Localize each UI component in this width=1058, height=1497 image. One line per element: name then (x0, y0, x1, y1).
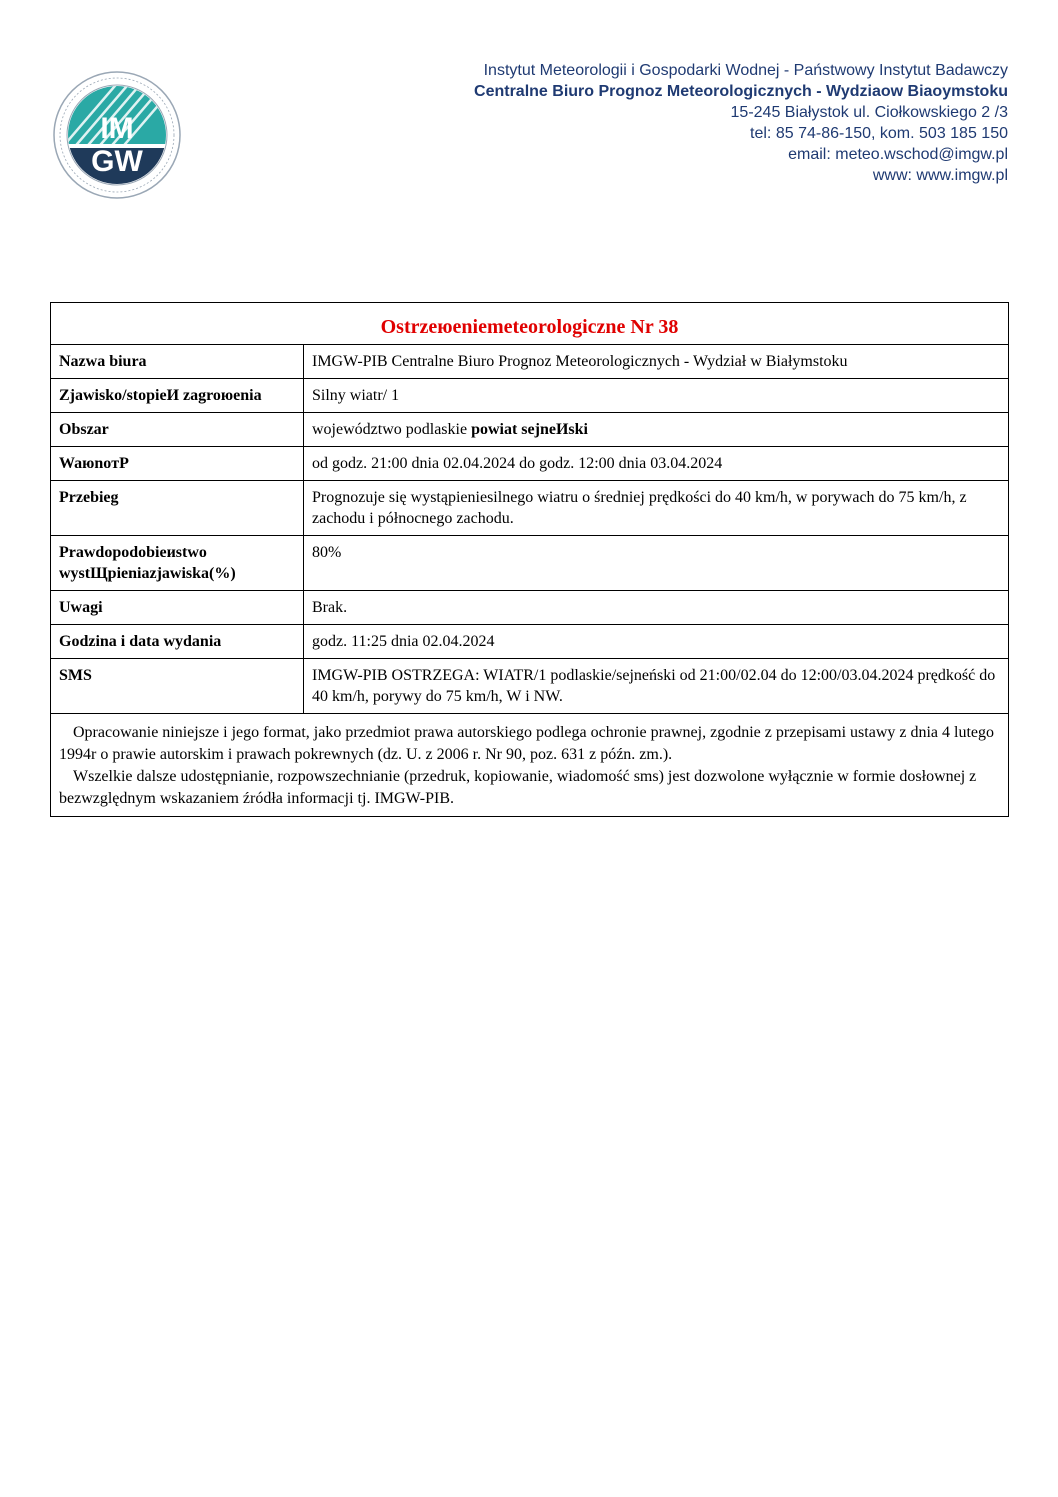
table-row (51, 591, 1009, 625)
row-value: Silny wiatr/ 1 (304, 379, 1009, 413)
row-label: SMS (51, 659, 304, 714)
row-label: Obszar (51, 413, 304, 447)
row-value: godz. 11:25 dnia 02.04.2024 (304, 625, 1009, 659)
row-value (304, 413, 1009, 447)
table-row (51, 536, 1009, 591)
table-row (51, 345, 1009, 379)
table-row (51, 379, 1009, 413)
imgw-logo (52, 70, 182, 200)
phone: tel: 85 74-86-150, kom. 503 185 150 (750, 125, 1008, 142)
area-region: województwo podlaskie (312, 421, 472, 438)
website-link[interactable]: www: www.imgw.pl (872, 167, 1008, 184)
row-value: IMGW-PIB Centralne Biuro Prognoz Meteorologicznych - Wydział w Białymstoku (304, 345, 1009, 379)
office-name: Centralne Biuro Prognoz Meteorologicznych - Wydziaow Biaoymstoku (474, 83, 1008, 100)
table-row (51, 625, 1009, 659)
table-row (51, 413, 1009, 447)
row-value: Brak. (304, 591, 1009, 625)
row-value: IMGW-PIB OSTRZEGA: WIATR/1 podlaskie/sejneński od 21:00/02.04 do 12:00/03.04.2024 prędkość do 40 km/h, porywy do 75 km/h, W i NW. (304, 659, 1009, 714)
institute-name: Instytut Meteorologii i Gospodarki Wodnej - Państwowy Instytut Badawczy (483, 62, 1008, 79)
row-label: Godzina i data wydania (51, 625, 304, 659)
row-label: Uwagi (51, 591, 304, 625)
table-row (51, 447, 1009, 481)
area-county: powiat sejneИski (471, 421, 588, 438)
address: 15-245 Białystok ul. Ciołkowskiego 2 /3 (730, 104, 1008, 121)
email-link[interactable]: email: meteo.wschod@imgw.pl (788, 146, 1008, 163)
row-label: Zjawisko/stopieИ zagroюenia (51, 379, 304, 413)
row-label: Przebieg (51, 481, 304, 536)
copyright-paragraph: Opracowanie niniejsze i jego format, jako przedmiot prawa autorskiego podlega ochronie prawnej, zgodnie z przepisami ustawy z dnia 4 lutego 1994r o prawie autorskim i prawach pokrewnych (dz. U. z 2006 r. Nr 90, poz. 631 z późn. zm.). (59, 724, 995, 763)
title-row (51, 303, 1009, 345)
warning-table (50, 302, 1009, 817)
logo-text-bottom: GW (91, 145, 143, 178)
logo-text-top: IM (100, 112, 134, 145)
distribution-paragraph: Wszelkie dalsze udostępnianie, rozpowszechnianie (przedruk, kopiowanie, wiadomość sms) jest dozwolone wyłącznie w formie dosłownej z bezwzględnym wskazaniem źródła informacji tj. IMGW-PIB. (59, 768, 977, 807)
table-row (51, 659, 1009, 714)
institute-header (368, 60, 1008, 186)
row-label: Nazwa biura (51, 345, 304, 379)
warning-title: Ostrzeюeniemeteorologiczne Nr 38 (51, 303, 1009, 345)
row-value: od godz. 21:00 dnia 02.04.2024 do godz. 12:00 dnia 03.04.2024 (304, 447, 1009, 481)
copyright-row (51, 714, 1009, 817)
table-row (51, 481, 1009, 536)
row-label: WaюnoтР (51, 447, 304, 481)
row-value: Prognozuje się wystąpieniesilnego wiatru o średniej prędkości do 40 km/h, w porywach do 75 km/h, z zachodu i północnego zachodu. (304, 481, 1009, 536)
row-label: Prawdopodobieиstwo wystЩpieniazjawiska(%) (51, 536, 304, 591)
copyright-note (51, 714, 1009, 817)
row-value: 80% (304, 536, 1009, 591)
